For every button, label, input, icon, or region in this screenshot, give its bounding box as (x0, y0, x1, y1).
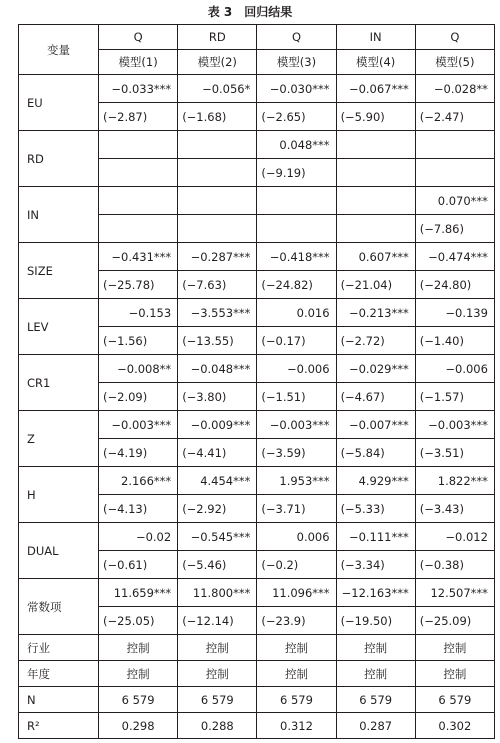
control-value: 0.302 (415, 713, 494, 739)
coef-cell: −0.048*** (178, 355, 257, 383)
model-label-2: 模型(2) (178, 50, 257, 75)
coef-cell: −0.003*** (257, 411, 336, 439)
coef-cell: −3.553*** (178, 299, 257, 327)
variable-name: SIZE (19, 243, 99, 299)
t-stat-cell: (−24.80) (415, 271, 494, 299)
control-value: 控制 (178, 661, 257, 687)
control-value: 控制 (415, 661, 494, 687)
t-stat-cell: (−1.51) (257, 383, 336, 411)
coef-cell (336, 187, 415, 215)
coef-cell: −0.033*** (99, 75, 178, 103)
t-stat-cell (257, 215, 336, 243)
control-value: 控制 (415, 635, 494, 661)
model-label-3: 模型(3) (257, 50, 336, 75)
coef-cell (99, 187, 178, 215)
coef-cell: 0.016 (257, 299, 336, 327)
t-stat-cell: (−5.90) (336, 103, 415, 131)
t-stat-cell: (−0.17) (257, 327, 336, 355)
coef-cell: −0.02 (99, 523, 178, 551)
t-stat-cell (336, 215, 415, 243)
control-value: 6 579 (99, 687, 178, 713)
coef-cell: −0.007*** (336, 411, 415, 439)
variable-name: Z (19, 411, 99, 467)
coef-cell: −0.003*** (415, 411, 494, 439)
t-stat-cell: (−1.56) (99, 327, 178, 355)
coef-cell (415, 131, 494, 159)
t-stat-cell: (−25.78) (99, 271, 178, 299)
table-row-coef (19, 355, 495, 383)
model-label-5: 模型(5) (415, 50, 494, 75)
t-stat-cell: (−4.19) (99, 439, 178, 467)
coef-cell: 1.953*** (257, 467, 336, 495)
variable-name: IN (19, 187, 99, 243)
control-value: 控制 (99, 635, 178, 661)
coef-cell: 4.454*** (178, 467, 257, 495)
coef-cell: 11.096*** (257, 579, 336, 607)
table-row-control (19, 687, 495, 713)
control-value: 控制 (99, 661, 178, 687)
coef-cell: −0.006 (257, 355, 336, 383)
regression-results-table (18, 24, 495, 739)
variable-name: RD (19, 131, 99, 187)
coef-cell: 0.048*** (257, 131, 336, 159)
dependent-var-3: Q (257, 25, 336, 50)
coef-cell: −0.056* (178, 75, 257, 103)
coef-cell: 11.800*** (178, 579, 257, 607)
control-value: 控制 (336, 635, 415, 661)
variable-name: H (19, 467, 99, 523)
variable-name: EU (19, 75, 99, 131)
coef-cell: 0.070*** (415, 187, 494, 215)
coef-cell: 0.607*** (336, 243, 415, 271)
t-stat-cell: (−3.34) (336, 551, 415, 579)
t-stat-cell: (−23.9) (257, 607, 336, 635)
variable-name: LEV (19, 299, 99, 355)
coef-cell: −12.163*** (336, 579, 415, 607)
coef-cell (336, 131, 415, 159)
coef-cell: −0.028** (415, 75, 494, 103)
control-value: 控制 (336, 661, 415, 687)
t-stat-cell: (−25.05) (99, 607, 178, 635)
t-stat-cell: (−9.19) (257, 159, 336, 187)
coef-cell: −0.474*** (415, 243, 494, 271)
coef-cell: 2.166*** (99, 467, 178, 495)
t-stat-cell: (−4.67) (336, 383, 415, 411)
control-value: 6 579 (336, 687, 415, 713)
control-value: 6 579 (257, 687, 336, 713)
variable-name: CR1 (19, 355, 99, 411)
coef-cell: −0.008** (99, 355, 178, 383)
table-row-coef (19, 299, 495, 327)
dependent-var-4: IN (336, 25, 415, 50)
control-value: 控制 (257, 661, 336, 687)
t-stat-cell: (−3.71) (257, 495, 336, 523)
table-row-control (19, 661, 495, 687)
t-stat-cell: (−3.51) (415, 439, 494, 467)
coef-cell: −0.009*** (178, 411, 257, 439)
t-stat-cell: (−3.80) (178, 383, 257, 411)
t-stat-cell: (−0.2) (257, 551, 336, 579)
coef-cell: −0.153 (99, 299, 178, 327)
t-stat-cell: (−4.13) (99, 495, 178, 523)
coef-cell: −0.418*** (257, 243, 336, 271)
t-stat-cell: (−2.09) (99, 383, 178, 411)
t-stat-cell (178, 215, 257, 243)
variable-name: DUAL (19, 523, 99, 579)
coef-cell (257, 187, 336, 215)
t-stat-cell: (−12.14) (178, 607, 257, 635)
table-row-coef (19, 131, 495, 159)
control-name: N (19, 687, 99, 713)
t-stat-cell (336, 159, 415, 187)
coef-cell: 11.659*** (99, 579, 178, 607)
control-name: R² (19, 713, 99, 739)
coef-cell: 1.822*** (415, 467, 494, 495)
t-stat-cell (415, 159, 494, 187)
t-stat-cell: (−7.63) (178, 271, 257, 299)
t-stat-cell: (−5.33) (336, 495, 415, 523)
t-stat-cell (178, 159, 257, 187)
model-label-1: 模型(1) (99, 50, 178, 75)
control-value: 控制 (257, 635, 336, 661)
variable-header: 变量 (19, 25, 99, 75)
coef-cell: −0.030*** (257, 75, 336, 103)
t-stat-cell: (−1.68) (178, 103, 257, 131)
coef-cell: −0.545*** (178, 523, 257, 551)
coef-cell: −0.111*** (336, 523, 415, 551)
control-value: 0.298 (99, 713, 178, 739)
coef-cell: −0.006 (415, 355, 494, 383)
control-name: 行业 (19, 635, 99, 661)
t-stat-cell: (−4.41) (178, 439, 257, 467)
t-stat-cell (99, 159, 178, 187)
table-row-coef (19, 411, 495, 439)
control-value: 0.312 (257, 713, 336, 739)
t-stat-cell: (−19.50) (336, 607, 415, 635)
t-stat-cell: (−2.72) (336, 327, 415, 355)
t-stat-cell: (−13.55) (178, 327, 257, 355)
t-stat-cell: (−1.40) (415, 327, 494, 355)
header-row-dependent (19, 25, 495, 50)
t-stat-cell: (−0.38) (415, 551, 494, 579)
t-stat-cell: (−3.43) (415, 495, 494, 523)
t-stat-cell: (−2.92) (178, 495, 257, 523)
control-value: 6 579 (178, 687, 257, 713)
control-value: 控制 (178, 635, 257, 661)
coef-cell (99, 131, 178, 159)
coef-cell: −0.067*** (336, 75, 415, 103)
table-row-coef (19, 523, 495, 551)
control-value: 0.288 (178, 713, 257, 739)
t-stat-cell: (−2.47) (415, 103, 494, 131)
table-row-coef (19, 243, 495, 271)
t-stat-cell: (−1.57) (415, 383, 494, 411)
coef-cell: −0.003*** (99, 411, 178, 439)
t-stat-cell (99, 215, 178, 243)
coef-cell: −0.431*** (99, 243, 178, 271)
coef-cell: −0.213*** (336, 299, 415, 327)
table-row-coef (19, 187, 495, 215)
t-stat-cell: (−0.61) (99, 551, 178, 579)
t-stat-cell: (−24.82) (257, 271, 336, 299)
table-title: 表 3 回归结果 (207, 5, 293, 19)
table-row-coef (19, 579, 495, 607)
table-row-coef (19, 75, 495, 103)
table-row-control (19, 713, 495, 739)
t-stat-cell: (−21.04) (336, 271, 415, 299)
t-stat-cell: (−5.84) (336, 439, 415, 467)
coef-cell: 4.929*** (336, 467, 415, 495)
t-stat-cell: (−2.65) (257, 103, 336, 131)
dependent-var-5: Q (415, 25, 494, 50)
control-value: 0.287 (336, 713, 415, 739)
control-value: 6 579 (415, 687, 494, 713)
dependent-var-1: Q (99, 25, 178, 50)
coef-cell: −0.139 (415, 299, 494, 327)
table-body (19, 25, 495, 739)
dependent-var-2: RD (178, 25, 257, 50)
t-stat-cell: (−5.46) (178, 551, 257, 579)
coef-cell (178, 187, 257, 215)
coef-cell: −0.012 (415, 523, 494, 551)
control-name: 年度 (19, 661, 99, 687)
variable-name: 常数项 (19, 579, 99, 635)
coef-cell: 12.507*** (415, 579, 494, 607)
model-label-4: 模型(4) (336, 50, 415, 75)
coef-cell: −0.029*** (336, 355, 415, 383)
table-row-coef (19, 467, 495, 495)
coef-cell (178, 131, 257, 159)
coef-cell: −0.287*** (178, 243, 257, 271)
t-stat-cell: (−7.86) (415, 215, 494, 243)
t-stat-cell: (−2.87) (99, 103, 178, 131)
t-stat-cell: (−25.09) (415, 607, 494, 635)
t-stat-cell: (−3.59) (257, 439, 336, 467)
coef-cell: 0.006 (257, 523, 336, 551)
table-row-control (19, 635, 495, 661)
